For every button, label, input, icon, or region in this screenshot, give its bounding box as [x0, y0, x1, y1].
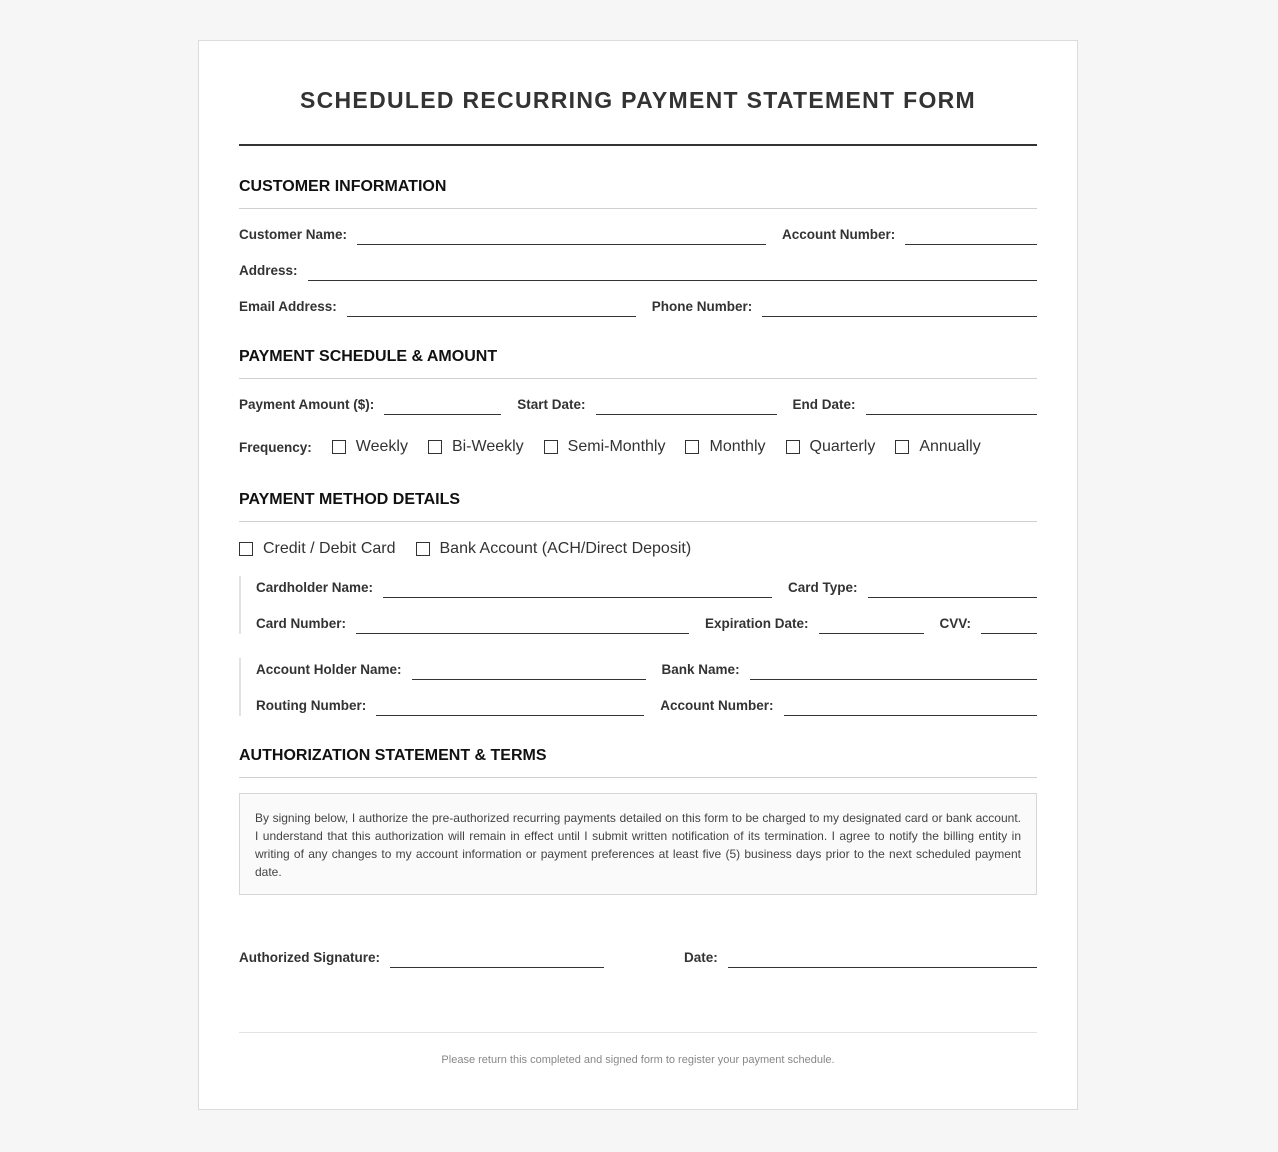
frequency-annually-label: Annually [919, 438, 981, 455]
frequency-monthly-checkbox[interactable] [685, 440, 699, 454]
frequency-biweekly-checkbox[interactable] [428, 440, 442, 454]
phone-field[interactable] [762, 296, 1037, 317]
card-type-label: Card Type: [788, 580, 858, 595]
account-holder-name-field[interactable] [412, 659, 646, 680]
email-label: Email Address: [239, 299, 337, 314]
account-number-label: Account Number: [782, 227, 896, 242]
section-customer-information [239, 178, 1037, 209]
cardholder-name-field[interactable] [383, 577, 772, 598]
bank-account-number-label: Account Number: [660, 698, 774, 713]
payment-amount-label: Payment Amount ($): [239, 397, 375, 412]
end-date-field[interactable] [866, 394, 1037, 415]
row-customer-name [239, 221, 1037, 245]
address-field[interactable] [308, 260, 1037, 281]
signature-date-label: Date: [684, 950, 718, 965]
signature-label: Authorized Signature: [239, 950, 380, 965]
cardholder-name-label: Cardholder Name: [256, 580, 374, 595]
frequency-monthly-label: Monthly [709, 438, 766, 455]
frequency-semimonthly-label: Semi-Monthly [567, 438, 666, 455]
cvv-field[interactable] [981, 613, 1037, 634]
form-title: SCHEDULED RECURRING PAYMENT STATEMENT FORM [299, 87, 977, 113]
footer-note: Please return this completed and signed form to register your payment schedule. [441, 1054, 835, 1066]
phone-label: Phone Number: [651, 299, 753, 314]
bank-details-group [239, 658, 241, 716]
frequency-weekly-checkbox[interactable] [332, 440, 346, 454]
frequency-weekly-label: Weekly [355, 438, 408, 455]
frequency-label: Frequency: [239, 439, 312, 455]
signature-date-field[interactable] [728, 947, 1037, 968]
row-cardholder [256, 574, 1037, 598]
credit-debit-card-checkbox[interactable] [239, 542, 253, 556]
frequency-biweekly-label: Bi-Weekly [451, 438, 524, 455]
email-field[interactable] [347, 296, 636, 317]
card-details-group [239, 576, 241, 634]
start-date-label: Start Date: [517, 397, 586, 412]
row-signature [239, 944, 1037, 968]
authorization-terms: By signing below, I authorize the pre-authorized recurring payments detailed on this form to be charged to my designated card or bank account. I understand that this authorization will remain in effect until I submit written notification of its termination. I agree to notify the billing entity in writing of any changes to my account information or payment preferences at least five (5) business days prior to the next scheduled payment date. [239, 793, 1037, 895]
frequency-options [239, 435, 1001, 459]
card-number-field[interactable] [356, 613, 689, 634]
section-payment-schedule [239, 348, 1037, 379]
expiration-date-field[interactable] [819, 613, 924, 634]
bank-account-checkbox[interactable] [416, 542, 430, 556]
frequency-quarterly-checkbox[interactable] [786, 440, 800, 454]
bank-account-number-field[interactable] [784, 695, 1037, 716]
account-holder-name-label: Account Holder Name: [256, 662, 402, 677]
bank-name-label: Bank Name: [661, 662, 740, 677]
row-contact [239, 293, 1037, 317]
row-routing [256, 692, 1037, 716]
credit-debit-card-label: Credit / Debit Card [263, 540, 396, 557]
row-amount-dates [239, 391, 1037, 415]
footer-divider [239, 1032, 1037, 1033]
account-number-field[interactable] [905, 224, 1037, 245]
card-number-label: Card Number: [256, 616, 347, 631]
frequency-quarterly-label: Quarterly [809, 438, 876, 455]
customer-name-field[interactable] [357, 224, 766, 245]
section-heading: AUTHORIZATION STATEMENT & TERMS [239, 747, 547, 764]
cvv-label: CVV: [939, 616, 972, 631]
signature-field[interactable] [390, 947, 604, 968]
section-heading: PAYMENT SCHEDULE & AMOUNT [239, 348, 498, 365]
row-address [239, 257, 1037, 281]
start-date-field[interactable] [596, 394, 777, 415]
frequency-semimonthly-checkbox[interactable] [544, 440, 558, 454]
routing-number-label: Routing Number: [256, 698, 367, 713]
address-label: Address: [239, 263, 298, 278]
section-heading: CUSTOMER INFORMATION [239, 178, 447, 195]
card-type-field[interactable] [868, 577, 1037, 598]
section-heading: PAYMENT METHOD DETAILS [239, 491, 461, 508]
title-divider [239, 144, 1037, 146]
form-sheet [198, 40, 1078, 1110]
section-payment-method [239, 491, 1037, 522]
end-date-label: End Date: [792, 397, 856, 412]
row-card-number [256, 610, 1037, 634]
customer-name-label: Customer Name: [239, 227, 348, 242]
bank-account-label: Bank Account (ACH/Direct Deposit) [439, 540, 692, 557]
frequency-annually-checkbox[interactable] [895, 440, 909, 454]
routing-number-field[interactable] [376, 695, 644, 716]
expiration-date-label: Expiration Date: [705, 616, 809, 631]
row-account-holder [256, 656, 1037, 680]
form-content [239, 41, 1037, 1109]
section-authorization [239, 747, 1037, 778]
payment-method-options [239, 537, 711, 561]
bank-name-field[interactable] [750, 659, 1037, 680]
payment-amount-field[interactable] [384, 394, 501, 415]
